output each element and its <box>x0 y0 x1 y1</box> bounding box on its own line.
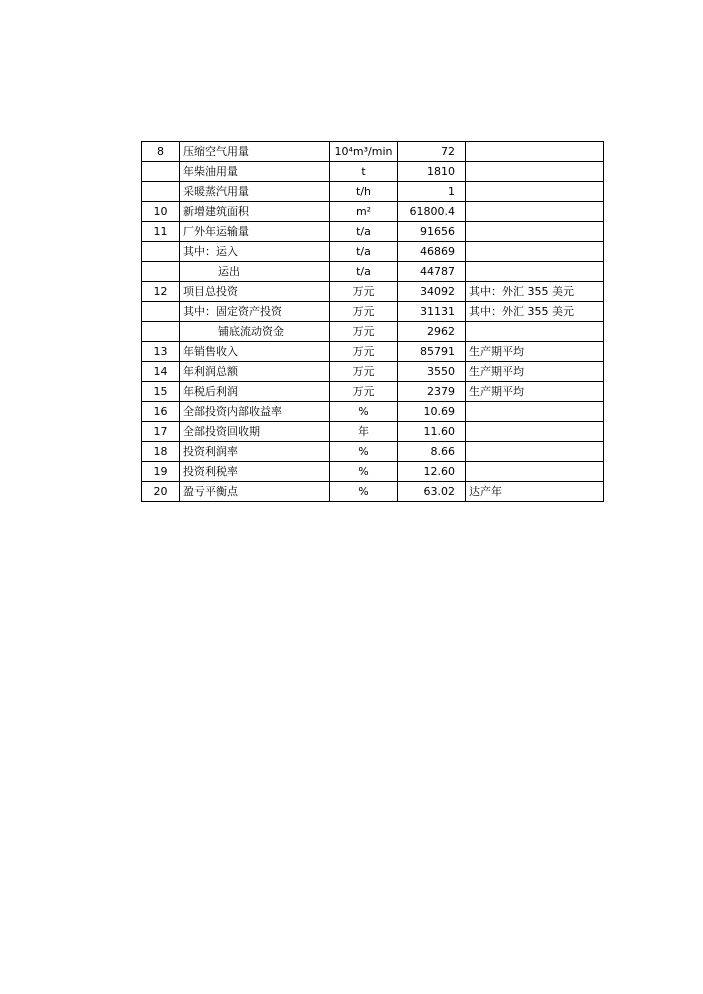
table-row <box>142 482 604 502</box>
table-row <box>142 462 604 482</box>
row-number-cell[interactable]: 12 <box>142 282 180 302</box>
table-row <box>142 302 604 322</box>
unit-cell[interactable]: 万元 <box>330 322 398 342</box>
row-number-cell[interactable]: 13 <box>142 342 180 362</box>
note-cell[interactable] <box>466 162 604 182</box>
table-row <box>142 282 604 302</box>
note-cell[interactable]: 生产期平均 <box>466 342 604 362</box>
row-number-cell[interactable]: 18 <box>142 442 180 462</box>
unit-cell[interactable]: t <box>330 162 398 182</box>
item-name-cell[interactable]: 其中：运入 <box>180 242 330 262</box>
value-cell[interactable]: 31131 <box>398 302 466 322</box>
table-row <box>142 202 604 222</box>
item-name-cell[interactable]: 铺底流动资金 <box>180 322 330 342</box>
row-number-cell[interactable]: 20 <box>142 482 180 502</box>
value-cell[interactable]: 3550 <box>398 362 466 382</box>
note-cell[interactable] <box>466 242 604 262</box>
item-name-cell[interactable]: 其中：固定资产投资 <box>180 302 330 322</box>
table-row <box>142 242 604 262</box>
note-cell[interactable] <box>466 222 604 242</box>
value-cell[interactable]: 46869 <box>398 242 466 262</box>
row-number-cell[interactable]: 14 <box>142 362 180 382</box>
row-number-cell[interactable]: 17 <box>142 422 180 442</box>
item-name-cell[interactable]: 年销售收入 <box>180 342 330 362</box>
value-cell[interactable]: 10.69 <box>398 402 466 422</box>
row-number-cell[interactable]: 16 <box>142 402 180 422</box>
item-name-cell[interactable]: 项目总投资 <box>180 282 330 302</box>
unit-cell[interactable]: 年 <box>330 422 398 442</box>
unit-cell[interactable]: % <box>330 462 398 482</box>
note-cell[interactable]: 生产期平均 <box>466 382 604 402</box>
item-name-cell[interactable]: 厂外年运输量 <box>180 222 330 242</box>
value-cell[interactable]: 1810 <box>398 162 466 182</box>
note-cell[interactable] <box>466 422 604 442</box>
unit-cell[interactable]: 万元 <box>330 382 398 402</box>
row-number-cell[interactable] <box>142 162 180 182</box>
table-row <box>142 142 604 162</box>
value-cell[interactable]: 2379 <box>398 382 466 402</box>
table-row <box>142 442 604 462</box>
value-cell[interactable]: 72 <box>398 142 466 162</box>
item-name-cell[interactable]: 全部投资回收期 <box>180 422 330 442</box>
unit-cell[interactable]: 万元 <box>330 362 398 382</box>
table-row <box>142 422 604 442</box>
item-name-cell[interactable]: 盈亏平衡点 <box>180 482 330 502</box>
item-name-cell[interactable]: 采暖蒸汽用量 <box>180 182 330 202</box>
value-cell[interactable]: 8.66 <box>398 442 466 462</box>
row-number-cell[interactable] <box>142 302 180 322</box>
indicator-table <box>141 141 604 502</box>
table-row <box>142 262 604 282</box>
item-name-cell[interactable]: 压缩空气用量 <box>180 142 330 162</box>
unit-cell[interactable]: 万元 <box>330 282 398 302</box>
row-number-cell[interactable]: 19 <box>142 462 180 482</box>
value-cell[interactable]: 12.60 <box>398 462 466 482</box>
value-cell[interactable]: 11.60 <box>398 422 466 442</box>
note-cell[interactable] <box>466 402 604 422</box>
item-name-cell[interactable]: 年利润总额 <box>180 362 330 382</box>
note-cell[interactable]: 其中：外汇 355 美元 <box>466 302 604 322</box>
note-cell[interactable] <box>466 182 604 202</box>
value-cell[interactable]: 91656 <box>398 222 466 242</box>
value-cell[interactable]: 44787 <box>398 262 466 282</box>
item-name-cell[interactable]: 投资利税率 <box>180 462 330 482</box>
value-cell[interactable]: 1 <box>398 182 466 202</box>
unit-cell[interactable]: t/a <box>330 262 398 282</box>
table-row <box>142 362 604 382</box>
unit-cell[interactable]: m² <box>330 202 398 222</box>
table-row <box>142 162 604 182</box>
note-cell[interactable]: 生产期平均 <box>466 362 604 382</box>
unit-cell[interactable]: t/a <box>330 242 398 262</box>
note-cell[interactable] <box>466 202 604 222</box>
item-name-cell[interactable]: 全部投资内部收益率 <box>180 402 330 422</box>
row-number-cell[interactable] <box>142 242 180 262</box>
value-cell[interactable]: 61800.4 <box>398 202 466 222</box>
value-cell[interactable]: 2962 <box>398 322 466 342</box>
table-row <box>142 322 604 342</box>
unit-cell[interactable]: 万元 <box>330 342 398 362</box>
row-number-cell[interactable]: 11 <box>142 222 180 242</box>
row-number-cell[interactable] <box>142 322 180 342</box>
note-cell[interactable]: 其中：外汇 355 美元 <box>466 282 604 302</box>
item-name-cell[interactable]: 投资利润率 <box>180 442 330 462</box>
table-row <box>142 382 604 402</box>
item-name-cell[interactable]: 新增建筑面积 <box>180 202 330 222</box>
item-name-cell[interactable]: 年柴油用量 <box>180 162 330 182</box>
note-cell[interactable] <box>466 322 604 342</box>
row-number-cell[interactable]: 15 <box>142 382 180 402</box>
item-name-cell[interactable]: 年税后利润 <box>180 382 330 402</box>
unit-cell[interactable]: % <box>330 402 398 422</box>
value-cell[interactable]: 85791 <box>398 342 466 362</box>
table-row <box>142 402 604 422</box>
value-cell[interactable]: 63.02 <box>398 482 466 502</box>
unit-cell[interactable]: t/h <box>330 182 398 202</box>
row-number-cell[interactable] <box>142 262 180 282</box>
table-row <box>142 222 604 242</box>
note-cell[interactable] <box>466 462 604 482</box>
unit-cell[interactable]: 万元 <box>330 302 398 322</box>
table-row <box>142 182 604 202</box>
row-number-cell[interactable] <box>142 182 180 202</box>
item-name-cell[interactable]: 运出 <box>180 262 330 282</box>
row-number-cell[interactable]: 10 <box>142 202 180 222</box>
row-number-cell[interactable]: 8 <box>142 142 180 162</box>
unit-cell[interactable]: t/a <box>330 222 398 242</box>
value-cell[interactable]: 34092 <box>398 282 466 302</box>
indicator-table-body <box>142 142 604 502</box>
note-cell[interactable] <box>466 142 604 162</box>
note-cell[interactable] <box>466 262 604 282</box>
note-cell[interactable]: 达产年 <box>466 482 604 502</box>
note-cell[interactable] <box>466 442 604 462</box>
unit-cell[interactable]: 10⁴m³/min <box>330 142 398 162</box>
unit-cell[interactable]: % <box>330 442 398 462</box>
table-row <box>142 342 604 362</box>
unit-cell[interactable]: % <box>330 482 398 502</box>
